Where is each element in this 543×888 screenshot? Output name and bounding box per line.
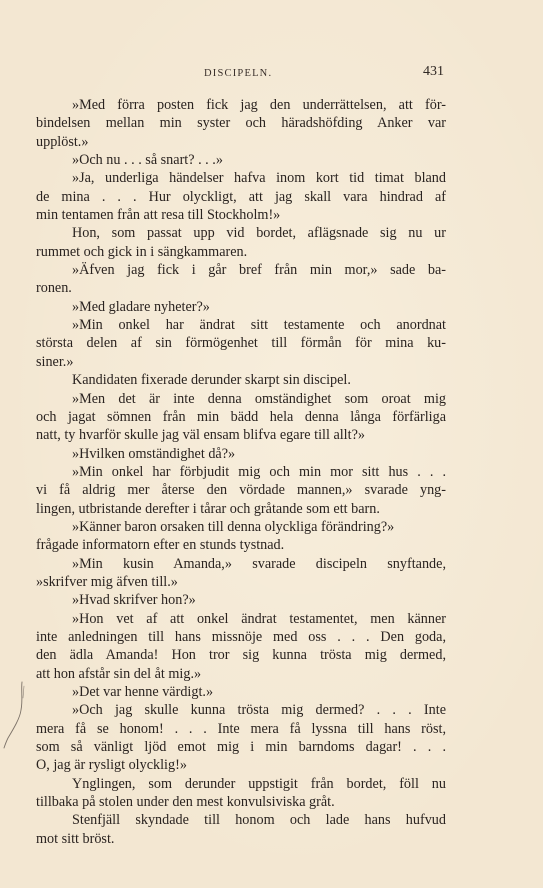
text-line: »Min onkel har ändrat sitt testamente och anordnat [72, 317, 446, 334]
text-line: siner.» [36, 353, 74, 370]
body-text [36, 96, 446, 848]
text-line: största delen af sin förmögenhet till förmån för mina ku- [36, 335, 446, 352]
text-line: rummet och gick in i sängkammaren. [36, 243, 248, 260]
text-line: »Och nu . . . så snart? . . .» [72, 152, 223, 169]
text-line: natt, ty hvarför skulle jag väl ensam blifva egare till allt?» [36, 427, 365, 444]
text-line: O, jag är rysligt olycklig!» [36, 757, 187, 774]
text-line: »Känner baron orsaken till denna olyckliga förändring?» [72, 518, 395, 535]
text-line: inte anledningen till hans missnöje med oss . . . Den goda, [36, 628, 446, 645]
text-line: »Det var henne värdigt.» [72, 684, 214, 700]
text-line: »Min kusin Amanda,» svarade discipeln snyftande, [72, 555, 446, 572]
page-header [36, 64, 446, 86]
text-line: »Men det är inte denna omständighet som oroat mig [72, 390, 446, 407]
page-number: 431 [423, 64, 444, 79]
text-line: ronen. [36, 280, 72, 297]
text-line: som så vänligt ljöd emot mig i min barndoms dagar! . . . [36, 739, 446, 756]
text-line: min tentamen från att resa till Stockholm!» [36, 207, 281, 224]
text-line: »Äfven jag fick i går bref från min mor,» sade ba- [72, 262, 446, 279]
text-line: mot sitt bröst. [36, 830, 115, 847]
text-line: »Med förra posten fick jag den underrättelsen, att för- [72, 97, 446, 113]
text-line: Ynglingen, som derunder uppstigit från bordet, föll nu [72, 775, 446, 792]
text-line: upplöst.» [36, 133, 89, 150]
text-line: den ädla Amanda! Hon tror sig kunna trösta mig dermed, [36, 647, 446, 664]
pencil-margin-mark [2, 680, 32, 750]
text-line: »Hvad skrifver hon?» [72, 592, 196, 609]
running-head: DISCIPELN. [204, 68, 273, 79]
text-line: »Och jag skulle kunna trösta mig dermed? . . . Inte [72, 702, 446, 719]
text-line: »Hon vet af att onkel ändrat testamentet, men känner [72, 610, 446, 627]
text-line: »Min onkel har förbjudit mig och min mor sitt hus . . . [72, 463, 446, 480]
text-line: »skrifver mig äfven till.» [36, 573, 178, 590]
text-line: bindelsen mellan min syster och häradshöfding Anker var [36, 115, 446, 132]
text-line: »Med gladare nyheter?» [72, 298, 210, 315]
text-line: tillbaka på stolen under den mest konvulsiviska gråt. [36, 794, 335, 811]
text-line: de mina . . . Hur olyckligt, att jag skall vara hindrad af [36, 188, 446, 205]
text-line: »Hvilken omständighet då?» [72, 445, 236, 462]
text-line: Hon, som passat upp vid bordet, aflägsnade sig nu ur [72, 225, 446, 242]
text-line: »Ja, underliga händelser hafva inom kort tid timat bland [72, 170, 446, 187]
text-line: frågade informatorn efter en stunds tystnad. [36, 537, 285, 554]
text-line: att hon afstår sin del åt mig.» [36, 665, 202, 682]
text-line: mera få se honom! . . . Inte mera få lyssna till hans röst, [36, 720, 446, 737]
text-line: Stenfjäll skyndade till honom och lade hans hufvud [72, 812, 446, 829]
text-line: Kandidaten fixerade derunder skarpt sin discipel. [72, 372, 351, 389]
text-line: vi få aldrig mer återse den vördade mannen,» svarade yng- [36, 482, 446, 499]
text-line: lingen, utbristande derefter i tårar och gråtande som ett barn. [36, 500, 380, 517]
text-line: och jagat sömnen från min bädd hela denna långa förfärliga [36, 408, 446, 425]
